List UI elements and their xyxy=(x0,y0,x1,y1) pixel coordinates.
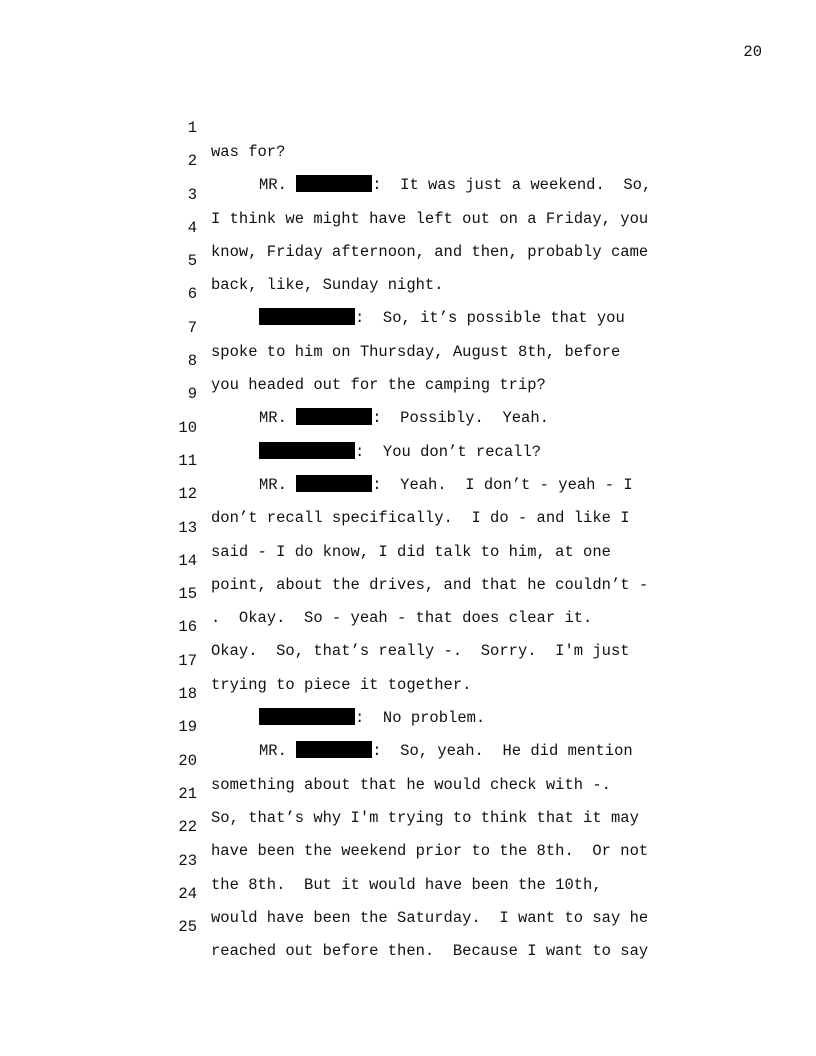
line-text: you headed out for the camping trip? xyxy=(211,376,546,395)
line-text: Yeah. I don’t - yeah - I xyxy=(400,475,633,494)
line-number: 4 xyxy=(187,218,197,237)
line-number: 21 xyxy=(178,784,197,803)
speaker-colon: : xyxy=(372,742,382,761)
line-number: 2 xyxy=(187,152,197,171)
page-number: 20 xyxy=(743,43,762,61)
line-number: 19 xyxy=(178,718,197,737)
speaker-colon: : xyxy=(355,709,365,728)
line-number: 8 xyxy=(187,352,197,371)
transcript-line xyxy=(0,225,816,295)
line-text: Possibly. Yeah. xyxy=(400,409,549,428)
transcript-line xyxy=(0,758,816,827)
line-text: something about that he would check with -. xyxy=(211,775,611,794)
line-text: reached out before then. Because I want to say xyxy=(211,942,649,961)
line-text: trying to piece it together. xyxy=(211,675,472,694)
line-text: I think we might have left out on a Friday, you xyxy=(211,209,649,228)
line-number: 1 xyxy=(187,119,197,137)
transcript-line xyxy=(0,425,816,494)
line-text: have been the weekend prior to the 8th. Or not xyxy=(211,842,649,861)
line-text: So, that’s why I'm trying to think that it may xyxy=(211,808,639,827)
transcript-body xyxy=(0,92,816,961)
line-number: 9 xyxy=(187,385,197,404)
speaker-title: MR. xyxy=(259,742,287,761)
line-number: 6 xyxy=(187,285,197,304)
line-text: said - I do know, I did talk to him, at one xyxy=(211,542,611,561)
line-text: Okay. So, that’s really -. Sorry. I'm just xyxy=(211,642,630,661)
speaker-colon: : xyxy=(355,309,365,328)
line-text: spoke to him on Thursday, August 8th, before xyxy=(211,342,621,361)
transcript-line xyxy=(0,891,816,961)
line-text: would have been the Saturday. I want to say he xyxy=(211,908,649,927)
line-text: don’t recall specifically. I do - and like I xyxy=(211,509,630,528)
transcript-line xyxy=(0,525,816,594)
speaker-colon: : xyxy=(372,475,382,494)
line-text: back, like, Sunday night. xyxy=(211,276,444,295)
speaker-title: MR. xyxy=(259,409,287,428)
line-number: 24 xyxy=(178,884,197,903)
speaker-colon: : xyxy=(372,409,382,428)
line-number: 5 xyxy=(187,252,197,271)
speaker-colon: : xyxy=(372,176,382,195)
line-number: 22 xyxy=(178,818,197,837)
line-text: . Okay. So - yeah - that does clear it. xyxy=(211,609,593,628)
line-number: 16 xyxy=(178,618,197,637)
line-number: 13 xyxy=(178,518,197,537)
line-text: point, about the drives, and that he couldn’t - xyxy=(211,575,649,594)
line-text: So, yeah. He did mention xyxy=(400,742,633,761)
line-text: You don’t recall? xyxy=(382,442,542,461)
transcript-line xyxy=(0,159,816,228)
transcript-line xyxy=(0,125,816,195)
line-number: 7 xyxy=(187,318,197,337)
transcript-line xyxy=(0,325,816,395)
transcript-line xyxy=(0,192,816,261)
transcript-line xyxy=(0,292,816,361)
line-number: 12 xyxy=(178,485,197,504)
transcript-line xyxy=(0,858,816,927)
line-number: 14 xyxy=(178,551,197,570)
line-number: 10 xyxy=(178,418,197,437)
line-number: 18 xyxy=(178,685,197,704)
line-text: It was just a weekend. So, xyxy=(400,176,652,195)
line-text: So, it’s possible that you xyxy=(382,309,625,328)
line-text: the 8th. But it would have been the 10th, xyxy=(211,875,602,894)
line-text: was for? xyxy=(211,143,286,161)
speaker-colon: : xyxy=(355,442,365,461)
transcript-line xyxy=(0,258,816,328)
speaker-title: MR. xyxy=(259,176,287,195)
line-text: know, Friday afternoon, and then, probably came xyxy=(211,242,649,261)
line-number: 11 xyxy=(178,451,197,470)
line-number: 15 xyxy=(178,585,197,604)
line-number: 20 xyxy=(178,751,197,770)
line-number: 23 xyxy=(178,851,197,870)
line-number: 17 xyxy=(178,651,197,670)
transcript-line xyxy=(0,625,816,694)
line-number: 25 xyxy=(178,918,197,937)
line-number: 3 xyxy=(187,185,197,204)
speaker-title: MR. xyxy=(259,475,287,494)
transcript-line xyxy=(0,92,816,161)
line-text: No problem. xyxy=(382,709,486,728)
